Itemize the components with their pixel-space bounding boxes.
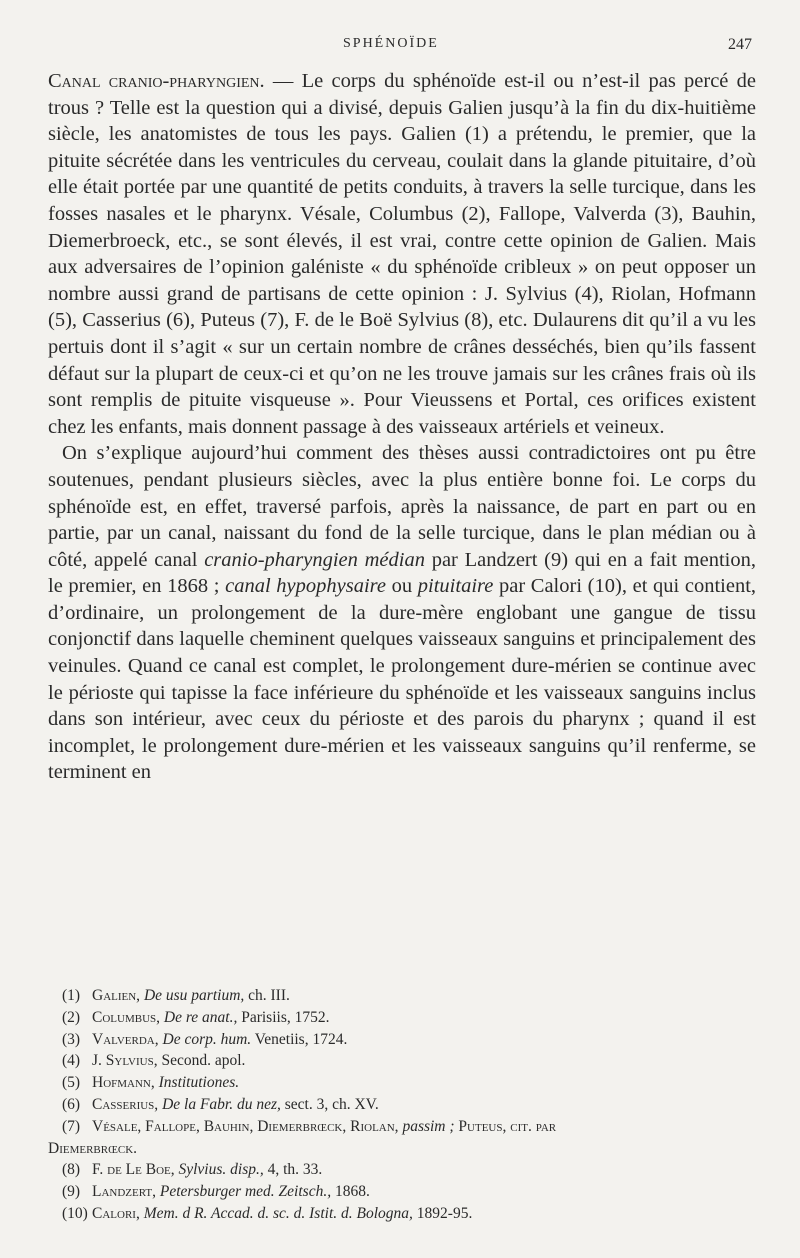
footnote-9 — [62, 1181, 762, 1203]
footnote-number: (3) — [62, 1030, 81, 1048]
footnote-rest: Puteus, cit. par — [454, 1117, 557, 1135]
footnote-number: (4) — [62, 1052, 81, 1070]
footnote-author: Hofmann, — [92, 1074, 155, 1092]
footnote-rest: 1868. — [331, 1183, 370, 1201]
footnote-number: (10) — [62, 1204, 88, 1222]
paragraph-1-text: — Le corps du sphénoïde est-il ou n’est-il pas percé de trous ? Telle est la question qui a divisé, depuis Galien jusqu’à la fin du dix-huitième siècle, les anatomistes de tous les pays. Galien (1) a prétendu, le premier, que la pituite sécrétée dans les ventricules du cerveau, coulait dans la glande pituitaire, d’où elle était portée par une quantité de petits conduits, à travers la selle turcique, dans les fosses nasales et le pharynx. Vésale, Columbus (2), Fallope, Valverda (3), Bauhin, Diemerbroeck, etc., se sont élevés, il est vrai, contre cette opinion de Galien. Mais aux adversaires de l’opinion galéniste « du sphénoïde cribleux » on peut opposer un nombre aussi grand de partisans de cette opinion : J. Sylvius (4), Riolan, Hofmann (5), Casserius (6), Puteus (7), F. de le Boë Sylvius (8), etc. Dulaurens dit qu’il a vu les pertuis dont il s’agit « sur un certain nombre de crânes desséchés, bien qu’ils fassent défaut sur la plupart de ceux-ci et qu’on ne les trouve jamais sur les crânes frais où ils sont remplis de pituite visqueuse ». Pour Vieussens et Portal, ces orifices existent chez les enfants, mais donnent passage à des vaisseaux artériels et veineux. — [48, 70, 756, 438]
section-heading: Canal cranio-pharyngien. — [48, 70, 265, 92]
footnote-work: De re anat., — [163, 1008, 238, 1026]
footnote-rest: Venetiis, 1724. — [251, 1030, 348, 1048]
footnote-work: De usu partium, — [143, 987, 245, 1004]
term-canal-hypophysaire: canal hypophysaire — [225, 575, 386, 598]
footnote-number: (5) — [62, 1074, 81, 1092]
paragraph-1 — [48, 68, 756, 440]
footnote-work: De corp. hum. — [162, 1030, 252, 1048]
footnote-continuation: Diemerbrœck. — [48, 1139, 138, 1157]
footnote-work: Sylvius. disp., — [178, 1161, 264, 1179]
footnote-rest: 4, th. 33. — [263, 1161, 323, 1179]
footnote-number: (1) — [62, 987, 81, 1004]
footnote-work: passim ; — [402, 1117, 455, 1135]
footnote-number: (7) — [62, 1117, 81, 1135]
footnote-author: Landzert, — [92, 1183, 157, 1201]
footnote-7 — [48, 1116, 762, 1160]
footnote-author: F. de Le Boe, — [92, 1161, 175, 1179]
footnote-rest: sect. 3, ch. XV. — [280, 1095, 379, 1113]
footnote-1 — [62, 985, 762, 1007]
page-number: 247 — [728, 36, 752, 53]
footnote-rest: Parisiis, 1752. — [237, 1008, 330, 1026]
paragraph-2-text-b: par Landzert (9) qui en a fait mention, le premier, en 1868 ; — [48, 548, 756, 598]
footnote-rest: ch. III. — [244, 987, 290, 1004]
footnote-5 — [62, 1072, 762, 1094]
footnote-author: Galien, — [92, 987, 141, 1004]
footnote-number: (2) — [62, 1008, 81, 1026]
body-text — [48, 68, 756, 786]
footnote-work: De la Fabr. du nez, — [162, 1095, 281, 1113]
footnotes — [48, 985, 762, 1225]
footnote-10 — [62, 1203, 762, 1225]
footnote-number: (8) — [62, 1161, 81, 1179]
footnote-author: J. Sylvius, — [92, 1052, 158, 1070]
footnote-4 — [62, 1050, 762, 1072]
footnote-rest: Second. apol. — [157, 1052, 246, 1070]
footnote-3 — [62, 1029, 762, 1051]
footnote-number: (9) — [62, 1183, 81, 1201]
footnote-author: Casserius, — [92, 1095, 159, 1113]
paragraph-2-text-a: On s’explique aujourd’hui comment des thèses aussi contradictoires ont pu être soutenues, pendant plusieurs siècles, avec la plus entière bonne foi. Le corps du sphénoïde est, en effet, traversé parfois, après la naissance, de part en part ou en partie, par un canal, naissant du fond de la selle turcique, dans le plan médian ou à côté, appelé canal — [48, 442, 756, 571]
footnote-author: Valverda, — [92, 1030, 159, 1048]
footnote-author: Columbus, — [92, 1008, 160, 1026]
term-cranio-pharyngien: cranio-pharyngien médian — [204, 548, 425, 571]
term-pituitaire: pituitaire — [417, 575, 494, 598]
footnote-work: Institutiones. — [158, 1074, 240, 1092]
footnote-8 — [62, 1159, 762, 1181]
footnote-work: Petersburger med. Zeitsch., — [159, 1183, 332, 1201]
footnote-2 — [62, 1007, 762, 1029]
paragraph-2 — [48, 440, 756, 786]
footnote-author: Calori, — [92, 1204, 140, 1222]
running-title: SPHÉNOÏDE — [343, 36, 439, 51]
footnote-6 — [62, 1094, 762, 1116]
footnote-work: Mem. d R. Accad. d. sc. d. Istit. d. Bologna, — [143, 1204, 413, 1222]
footnote-rest: 1892-95. — [412, 1204, 473, 1222]
paragraph-2-text-d: par Calori (10), et qui contient, d’ordinaire, un prolongement de la dure-mère englobant une gangue de tissu conjonctif dans laquelle cheminent quelques vaisseaux sanguins et principalement des veinules. Quand ce canal est complet, le prolongement dure-mérien se continue avec le périoste qui tapisse la face inférieure du sphénoïde et les vaisseaux sanguins inclus dans son intérieur, avec ceux du périoste et des parois du pharynx ; quand il est incomplet, le prolongement dure-mérien et les vaisseaux sanguins qu’il renferme, se terminent en — [48, 575, 757, 784]
footnote-author: Vésale, Fallope, Bauhin, Diemerbrœck, Riolan, — [92, 1117, 399, 1135]
paragraph-2-text-c: ou — [385, 575, 418, 598]
footnote-number: (6) — [62, 1095, 81, 1113]
